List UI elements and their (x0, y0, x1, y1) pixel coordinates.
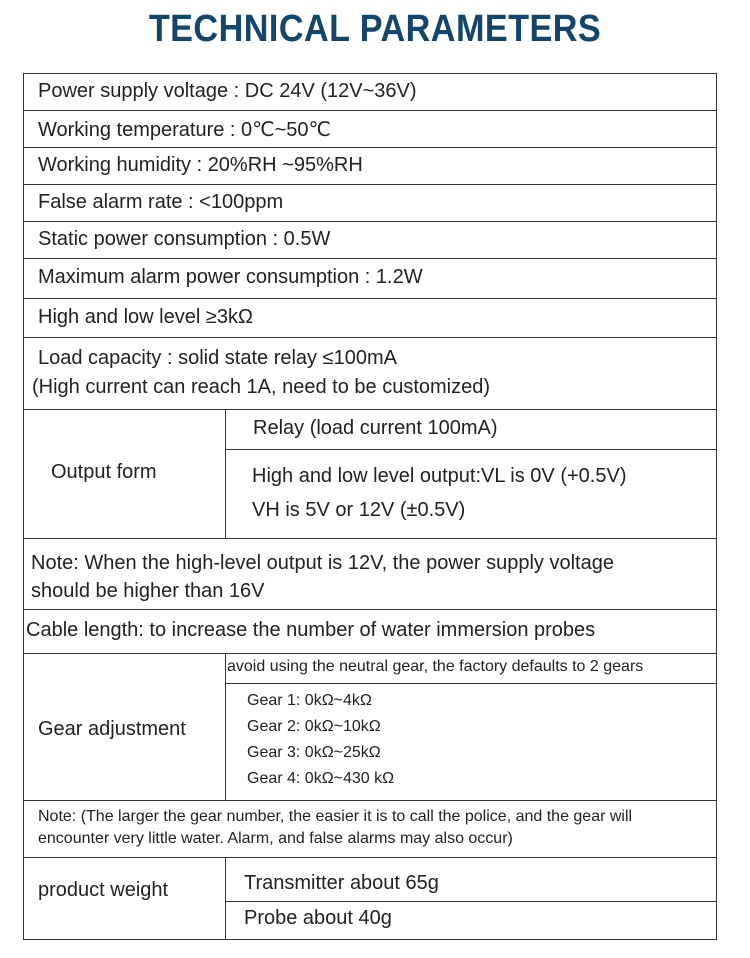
false-alarm-rate: False alarm rate : <100ppm (38, 191, 284, 213)
output-form-level-vh: VH is 5V or 12V (±0.5V) (252, 499, 466, 521)
row-divider (23, 184, 717, 185)
power-supply-voltage: Power supply voltage : DC 24V (12V~36V) (38, 80, 417, 102)
high-low-level: High and low level ≥3kΩ (38, 306, 253, 328)
maximum-alarm-power: Maximum alarm power consumption : 1.2W (38, 266, 423, 288)
transmitter-weight: Transmitter about 65g (244, 872, 439, 894)
column-divider (225, 857, 226, 940)
column-divider (225, 409, 226, 538)
row-divider (23, 298, 717, 299)
row-divider (225, 449, 717, 450)
row-divider (23, 609, 717, 610)
page-title: TECHNICAL PARAMETERS (148, 8, 602, 50)
row-divider (225, 683, 717, 684)
working-temperature: Working temperature : 0℃~50℃ (38, 119, 332, 141)
row-divider (23, 147, 717, 148)
output-form-relay: Relay (load current 100mA) (253, 417, 498, 439)
row-divider (225, 901, 717, 902)
gear-adjustment-label: Gear adjustment (38, 718, 186, 740)
output-form-label: Output form (51, 461, 157, 483)
static-power-consumption: Static power consumption : 0.5W (38, 228, 331, 250)
row-divider (23, 800, 717, 801)
gear-default-note: avoid using the neutral gear, the factory defaults to 2 gears (227, 658, 644, 675)
gear-item: Gear 4: 0kΩ~430 kΩ (247, 770, 395, 787)
gear-item: Gear 1: 0kΩ~4kΩ (247, 692, 372, 709)
output-form-level: High and low level output:VL is 0V (+0.5V) (252, 465, 627, 487)
row-divider (23, 258, 717, 259)
row-divider (23, 110, 717, 111)
working-humidity: Working humidity : 20%RH ~95%RH (38, 154, 363, 176)
note-gear: Note: (The larger the gear number, the easier it is to call the police, and the gear will (38, 808, 633, 825)
row-divider (23, 857, 717, 858)
note-high-level: Note: When the high-level output is 12V, the power supply voltage (31, 552, 614, 574)
gear-item: Gear 3: 0kΩ~25kΩ (247, 744, 381, 761)
row-divider (23, 538, 717, 539)
probe-weight: Probe about 40g (244, 907, 392, 929)
row-divider (23, 221, 717, 222)
product-weight-label: product weight (38, 879, 169, 901)
gear-item: Gear 2: 0kΩ~10kΩ (247, 718, 381, 735)
column-divider (225, 653, 226, 800)
load-capacity: Load capacity : solid state relay ≤100mA (38, 347, 397, 369)
row-divider (23, 337, 717, 338)
row-divider (23, 653, 717, 654)
cable-length: Cable length: to increase the number of water immersion probes (26, 619, 596, 641)
row-divider (23, 409, 717, 410)
note-gear-cont: encounter very little water. Alarm, and false alarms may also occur) (38, 830, 513, 847)
note-high-level-cont: should be higher than 16V (31, 580, 265, 602)
load-capacity-note: (High current can reach 1A, need to be customized) (32, 376, 491, 398)
